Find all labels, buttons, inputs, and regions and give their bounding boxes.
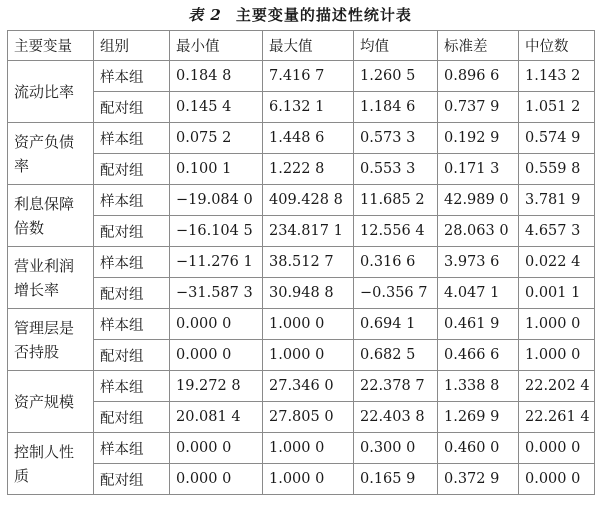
max-value-cell: 38.512 7 [263,247,354,278]
variable-name-cell: 控制人性质 [8,433,94,495]
std-value-cell: 0.466 6 [438,340,519,371]
max-value-cell: 7.416 7 [263,61,354,92]
median-value-cell: 1.000 0 [519,309,595,340]
variable-name-cell: 资产负债率 [8,123,94,185]
mean-value-cell: 0.682 5 [354,340,438,371]
group-cell: 样本组 [94,433,170,464]
median-value-cell: 4.657 3 [519,216,595,247]
min-value-cell: 0.184 8 [170,61,263,92]
mean-value-cell: 0.316 6 [354,247,438,278]
std-value-cell: 0.171 3 [438,154,519,185]
table-body [8,61,595,495]
group-cell: 配对组 [94,464,170,495]
header-variable: 主要变量 [8,31,94,61]
min-value-cell: 0.000 0 [170,309,263,340]
mean-value-cell: 1.260 5 [354,61,438,92]
std-value-cell: 0.372 9 [438,464,519,495]
min-value-cell: 0.000 0 [170,340,263,371]
table-row [8,371,595,402]
table-row [8,309,595,340]
group-cell: 样本组 [94,123,170,154]
table-row [8,340,595,371]
median-value-cell: 1.051 2 [519,92,595,123]
table-header [8,31,595,61]
group-cell: 配对组 [94,340,170,371]
header-min: 最小值 [170,31,263,61]
table-title: 主要变量的描述性统计表 [235,6,412,24]
mean-value-cell: 0.300 0 [354,433,438,464]
group-cell: 样本组 [94,61,170,92]
variable-name-cell: 流动比率 [8,61,94,123]
min-value-cell: 0.000 0 [170,464,263,495]
median-value-cell: 22.261 4 [519,402,595,433]
variable-name-cell: 营业利润增长率 [8,247,94,309]
mean-value-cell: −0.356 7 [354,278,438,309]
std-value-cell: 4.047 1 [438,278,519,309]
min-value-cell: 0.075 2 [170,123,263,154]
max-value-cell: 1.000 0 [263,309,354,340]
mean-value-cell: 0.165 9 [354,464,438,495]
min-value-cell: −19.084 0 [170,185,263,216]
std-value-cell: 0.896 6 [438,61,519,92]
mean-value-cell: 12.556 4 [354,216,438,247]
group-cell: 配对组 [94,216,170,247]
table-number: 表 2 [188,6,222,24]
max-value-cell: 30.948 8 [263,278,354,309]
std-value-cell: 1.338 8 [438,371,519,402]
median-value-cell: 0.000 0 [519,433,595,464]
max-value-cell: 6.132 1 [263,92,354,123]
std-value-cell: 3.973 6 [438,247,519,278]
max-value-cell: 1.000 0 [263,464,354,495]
table-row [8,154,595,185]
median-value-cell: 0.574 9 [519,123,595,154]
median-value-cell: 0.001 1 [519,278,595,309]
group-cell: 样本组 [94,185,170,216]
table-row [8,464,595,495]
header-max: 最大值 [263,31,354,61]
min-value-cell: −16.104 5 [170,216,263,247]
table-row [8,92,595,123]
table-row [8,247,595,278]
mean-value-cell: 0.573 3 [354,123,438,154]
std-value-cell: 42.989 0 [438,185,519,216]
variable-name-cell: 管理层是否持股 [8,309,94,371]
table-row [8,123,595,154]
header-group: 组别 [94,31,170,61]
median-value-cell: 0.559 8 [519,154,595,185]
mean-value-cell: 11.685 2 [354,185,438,216]
mean-value-cell: 1.184 6 [354,92,438,123]
std-value-cell: 0.192 9 [438,123,519,154]
table-caption [0,2,600,28]
median-value-cell: 0.022 4 [519,247,595,278]
std-value-cell: 0.737 9 [438,92,519,123]
mean-value-cell: 22.378 7 [354,371,438,402]
table-row [8,61,595,92]
group-cell: 样本组 [94,309,170,340]
median-value-cell: 1.000 0 [519,340,595,371]
min-value-cell: 19.272 8 [170,371,263,402]
max-value-cell: 27.346 0 [263,371,354,402]
table-row [8,278,595,309]
table-row [8,185,595,216]
table-row [8,216,595,247]
std-value-cell: 0.460 0 [438,433,519,464]
max-value-cell: 1.000 0 [263,340,354,371]
median-value-cell: 3.781 9 [519,185,595,216]
median-value-cell: 0.000 0 [519,464,595,495]
group-cell: 样本组 [94,371,170,402]
group-cell: 配对组 [94,402,170,433]
table-row [8,433,595,464]
variable-name-cell: 利息保障倍数 [8,185,94,247]
mean-value-cell: 22.403 8 [354,402,438,433]
header-median: 中位数 [519,31,595,61]
mean-value-cell: 0.553 3 [354,154,438,185]
min-value-cell: −31.587 3 [170,278,263,309]
min-value-cell: 0.000 0 [170,433,263,464]
min-value-cell: −11.276 1 [170,247,263,278]
group-cell: 样本组 [94,247,170,278]
std-value-cell: 0.461 9 [438,309,519,340]
min-value-cell: 20.081 4 [170,402,263,433]
table-row [8,402,595,433]
group-cell: 配对组 [94,92,170,123]
mean-value-cell: 0.694 1 [354,309,438,340]
max-value-cell: 409.428 8 [263,185,354,216]
variable-name-cell: 资产规模 [8,371,94,433]
header-mean: 均值 [354,31,438,61]
group-cell: 配对组 [94,154,170,185]
min-value-cell: 0.145 4 [170,92,263,123]
header-row [8,31,595,61]
max-value-cell: 234.817 1 [263,216,354,247]
std-value-cell: 1.269 9 [438,402,519,433]
max-value-cell: 1.222 8 [263,154,354,185]
std-value-cell: 28.063 0 [438,216,519,247]
max-value-cell: 1.448 6 [263,123,354,154]
max-value-cell: 27.805 0 [263,402,354,433]
median-value-cell: 22.202 4 [519,371,595,402]
group-cell: 配对组 [94,278,170,309]
min-value-cell: 0.100 1 [170,154,263,185]
header-std: 标准差 [438,31,519,61]
descriptive-statistics-table [7,30,595,495]
median-value-cell: 1.143 2 [519,61,595,92]
max-value-cell: 1.000 0 [263,433,354,464]
